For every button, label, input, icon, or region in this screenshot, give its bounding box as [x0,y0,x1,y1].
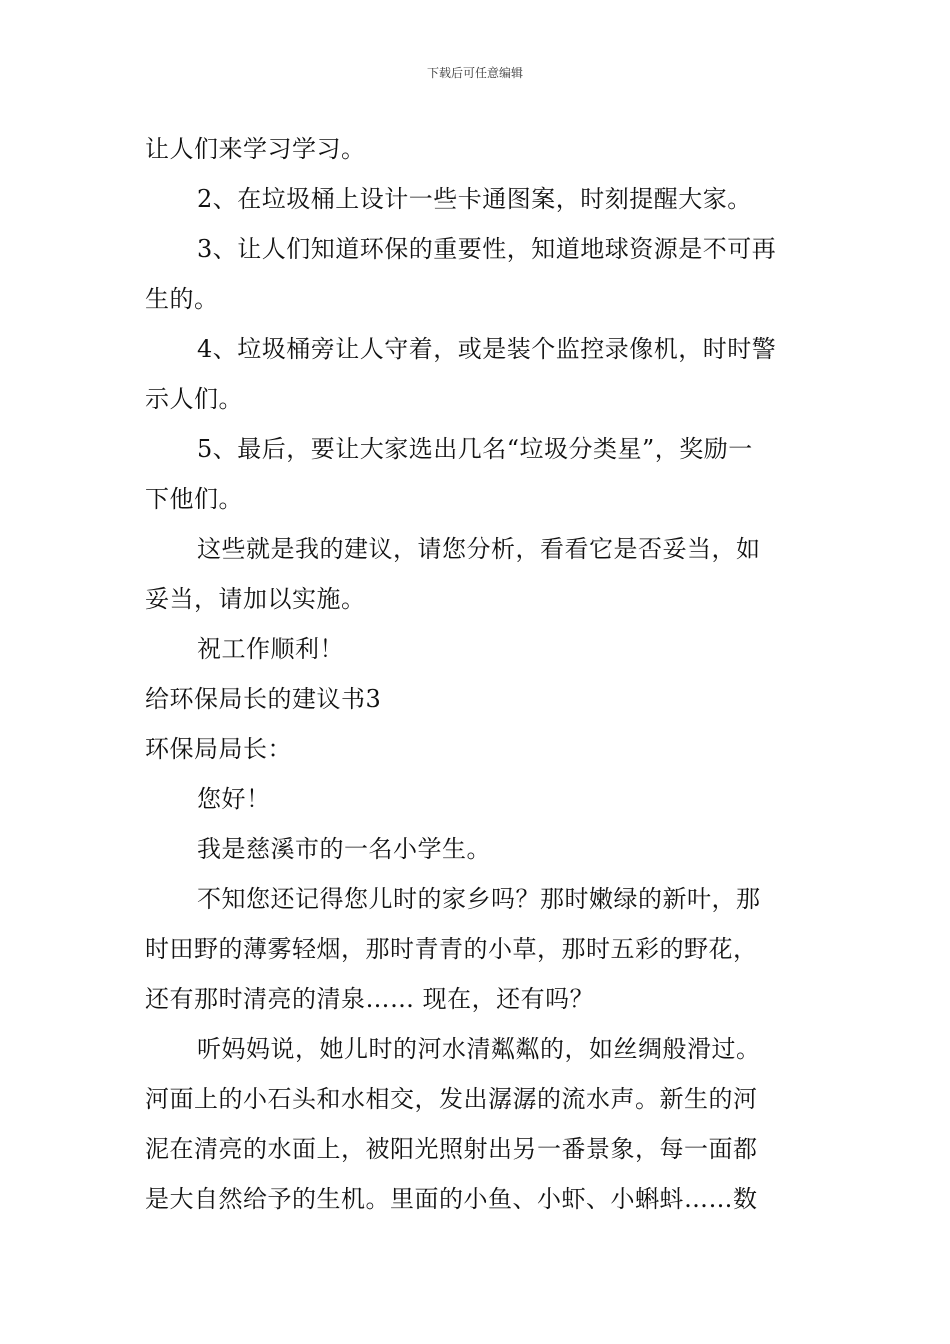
salutation: 环保局局长： [145,735,292,763]
document-body [145,124,810,1224]
text-line: 听妈妈说，她儿时的河水清粼粼的，如丝绸般滑过。 [197,1035,761,1063]
text-line: 示人们。 [145,385,243,413]
text-line: 河面上的小石头和水相交，发出潺潺的流水声。新生的河 [145,1085,758,1113]
text-line: 我是慈溪市的一名小学生。 [197,835,491,863]
text-line: 妥当，请加以实施。 [145,585,366,613]
section-title: 给环保局长的建议书3 [145,685,382,713]
text-line: 这些就是我的建议，请您分析，看看它是否妥当，如 [197,535,761,563]
text-line: 祝工作顺利！ [197,635,344,663]
text-line: 生的。 [145,285,219,313]
text-line: 是大自然给予的生机。里面的小鱼、小虾、小蝌蚪……数 [145,1185,758,1213]
text-line: 3、让人们知道环保的重要性，知道地球资源是不可再 [197,235,777,263]
text-line: 2、在垃圾桶上设计一些卡通图案，时刻提醒大家。 [197,185,752,213]
text-line: 时田野的薄雾轻烟，那时青青的小草，那时五彩的野花， [145,935,758,963]
text-line: 不知您还记得您儿时的家乡吗？那时嫩绿的新叶，那 [197,885,761,913]
text-line: 还有那时清亮的清泉…… 现在，还有吗？ [145,985,595,1013]
text-line: 让人们来学习学习。 [145,135,366,163]
text-line: 泥在清亮的水面上，被阳光照射出另一番景象，每一面都 [145,1135,758,1163]
text-line: 4、垃圾桶旁让人守着，或是装个监控录像机，时时警 [197,335,777,363]
text-line: 您好！ [197,785,271,813]
page-header-note: 下载后可任意编辑 [426,66,523,80]
text-line: 5、最后，要让大家选出几名“垃圾分类星”，奖励一 [197,435,753,463]
text-line: 下他们。 [145,485,243,513]
